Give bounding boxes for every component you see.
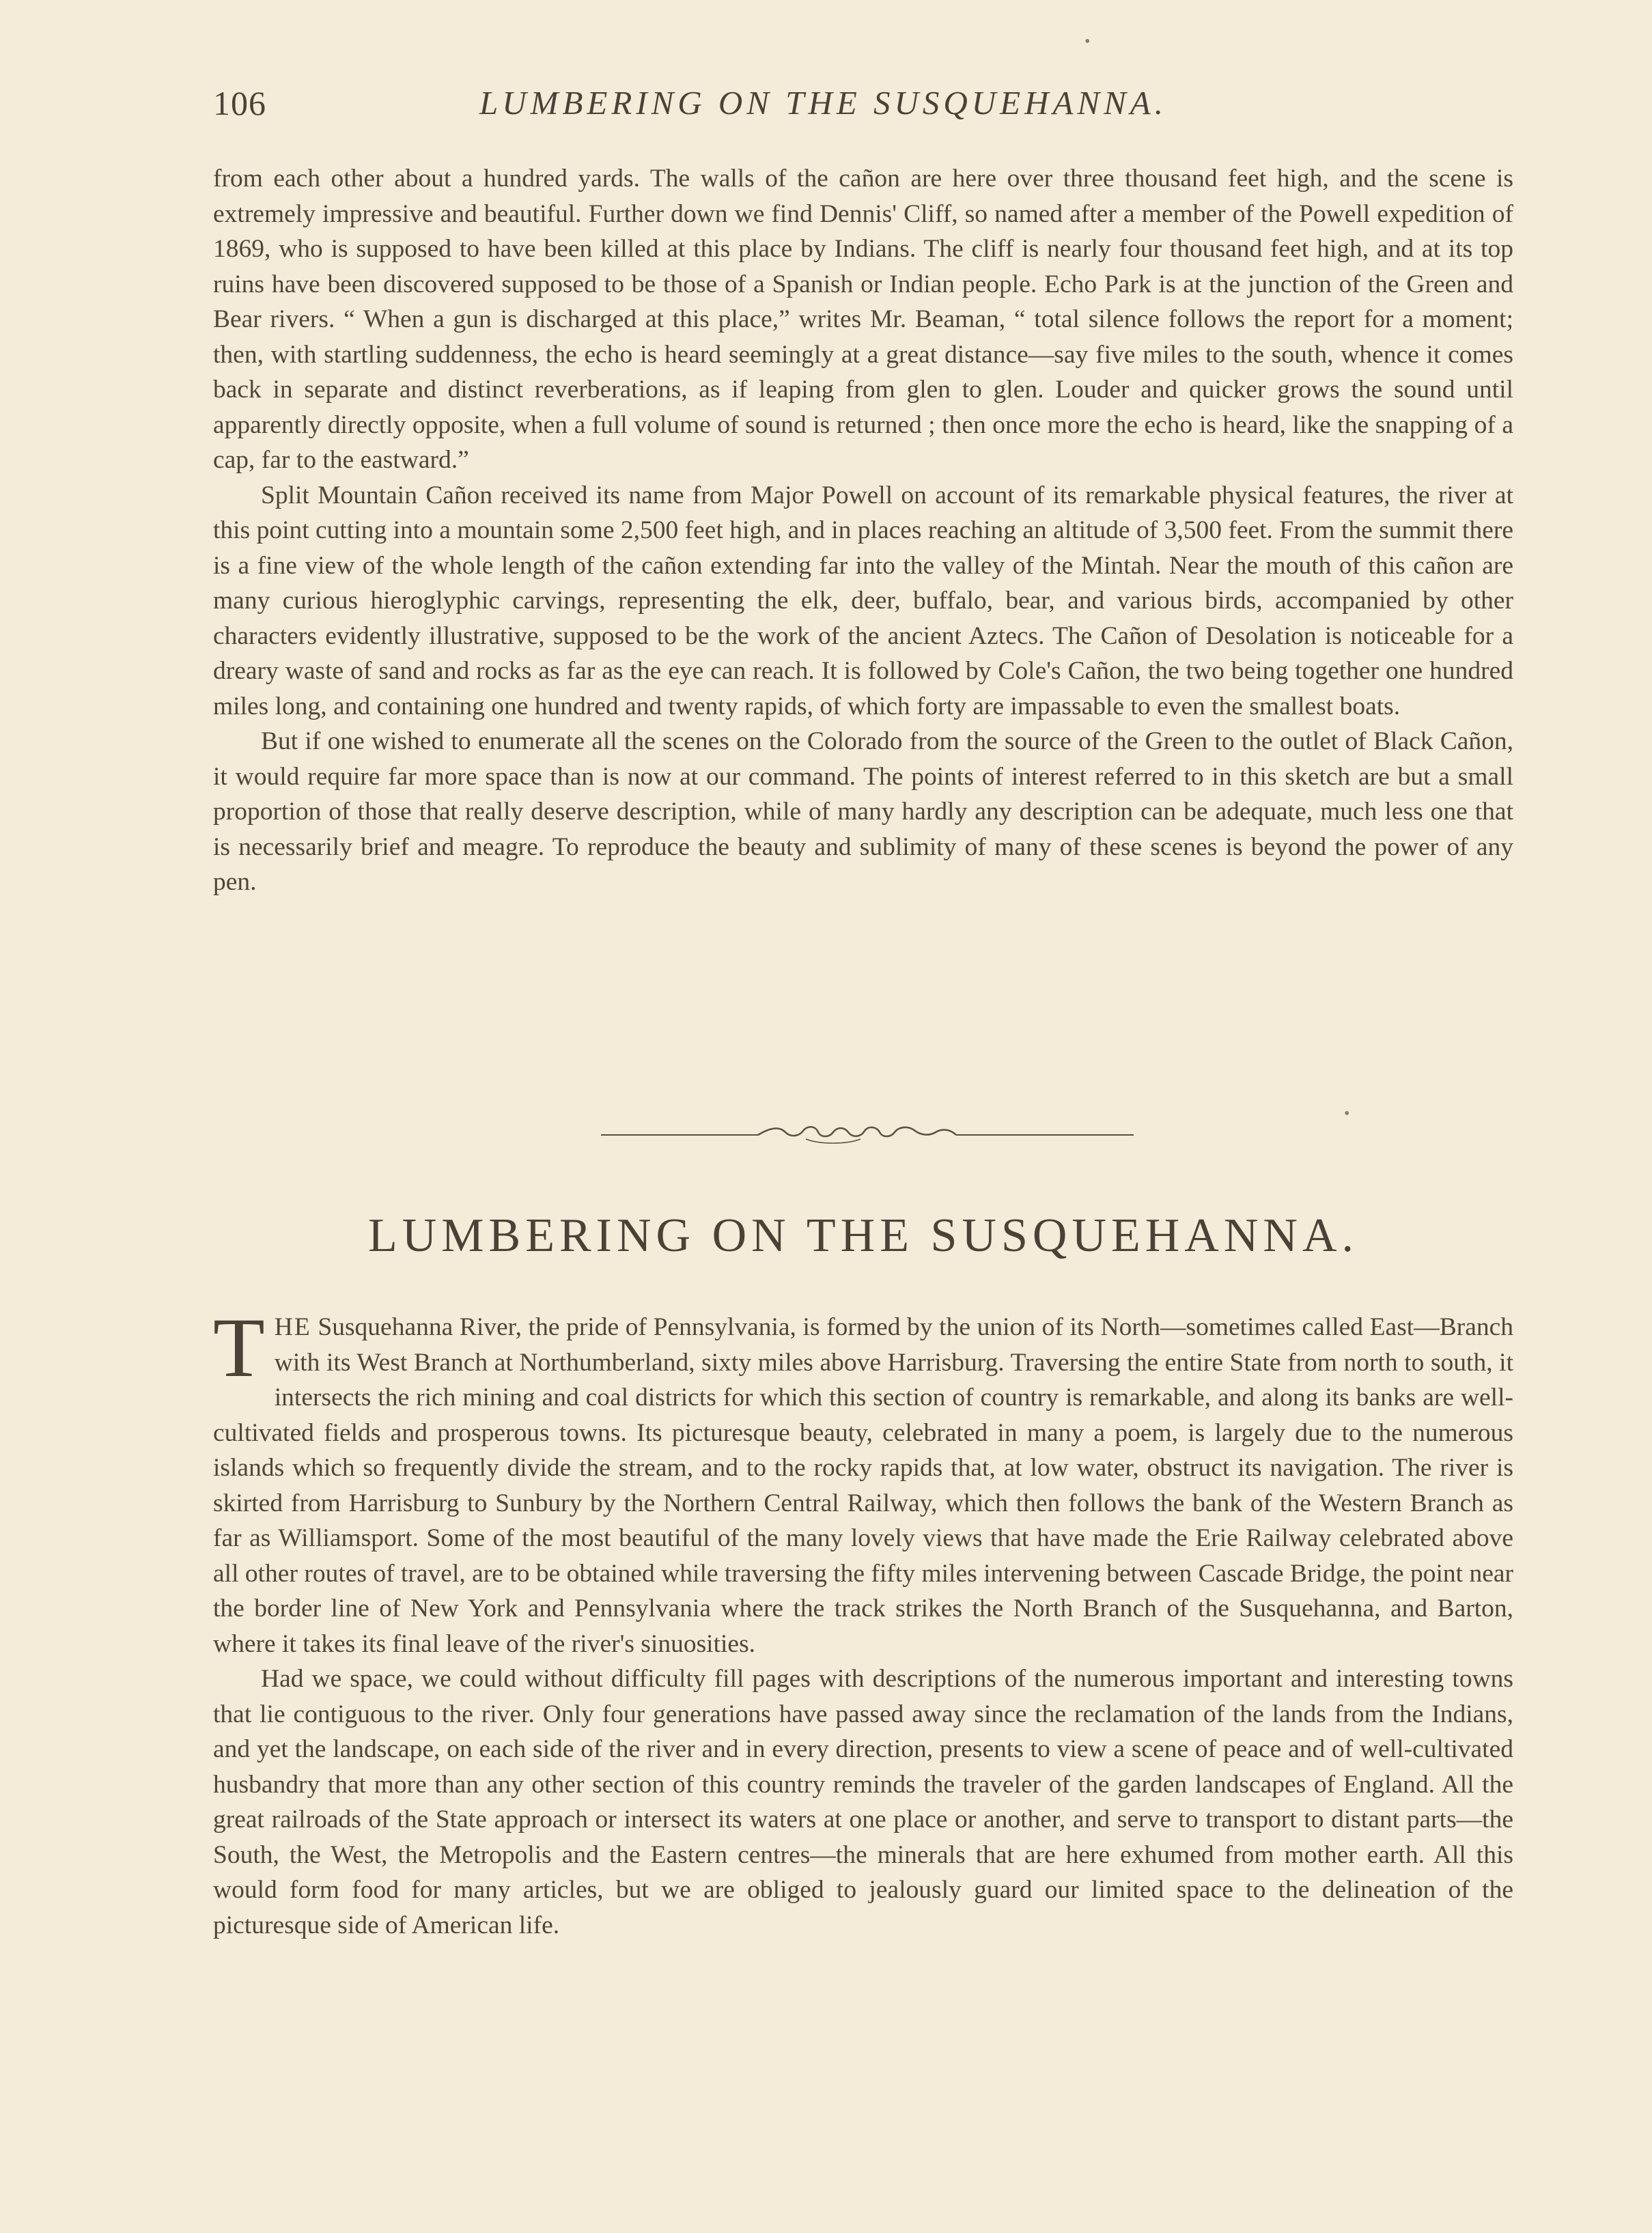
section-heading: LUMBERING ON THE SUSQUEHANNA. <box>367 1209 1359 1262</box>
paragraph-colorado-scenes: But if one wished to enumerate all the scenes on the Colorado from the source of the Green to the outlet of Black Cañon, it would require far more space than is now at our command. The points of interest referred to in this sketch are but a small proportion of those that really deserve description, while of many hardly any description can be adequate, much less one that is necessarily brief and meagre. To reproduce the beauty and sublimity of many of these scenes is beyond the power of any pen. <box>213 727 1513 896</box>
running-head <box>213 83 1278 138</box>
section-one-body <box>213 161 1513 900</box>
page-number: 106 <box>213 84 266 122</box>
decorative-flourish-rule-icon <box>601 1112 1134 1153</box>
paragraph-susquehanna-intro <box>213 1301 1513 1661</box>
print-speck: • <box>1084 33 1091 51</box>
paragraph-continued: from each other about a hundred yards. The walls of the cañon are here over three thousand feet high, and the scene is extremely impressive and beautiful. Further down we find Dennis' Cliff, so named after a member of the Powell expedition of 1869, who is supposed to have been killed at this place by Indians. The cliff is nearly four thousand feet high, and at its top ruins have been discovered supposed to be those of a Spanish or Indian people. Echo Park is at the junction of the Green and Bear rivers. “ When a gun is discharged at this place,” writes Mr. Beaman, “ total silence follows the report for a moment; then, with startling suddenness, the echo is heard seemingly at a great distance—say five miles to the south, whence it comes back in separate and distinct reverberations, as if leaping from glen to glen. Louder and quicker grows the sound until apparently directly opposite, when a full volume of sound is returned ; then once more the echo is heard, like the snapping of a cap, far to the eastward.” <box>213 165 1513 474</box>
drop-cap: T <box>213 1301 265 1394</box>
running-title: LUMBERING ON THE SUSQUEHANNA. <box>479 84 1167 122</box>
paragraph-susquehanna-intro-text: Susquehanna River, the pride of Pennsylvania, is formed by the union of its North—sometimes called East—Branch with its West Branch at Northumberland, sixty miles above Harrisburg. Traversing the entire State from north to south, it intersects the rich mining and coal districts for which this section of country is remarkable, and along its banks are well-cultivated fields and prosperous towns. Its picturesque beauty, celebrated in many a poem, is largely due to the numerous islands which so frequently divide the stream, and to the rocky rapids that, at low water, obstruct its navigation. The river is skirted from Harrisburg to Sunbury by the Northern Central Railway, which then follows the bank of the Western Branch as far as Williamsport. Some of the most beautiful of the many lovely views that have made the Erie Railway celebrated above all other routes of travel, are to be obtained while traversing the fifty miles intervening between Cascade Bridge, the point near the border line of New York and Pennsylvania where the track strikes the North Branch of the Susquehanna, and Barton, where it takes its final leave of the river's sinuosities. <box>213 1313 1513 1658</box>
section-two-body <box>213 1301 1513 1943</box>
first-word-rest: HE <box>274 1313 311 1341</box>
paragraph-towns: Had we space, we could without difficulty fill pages with descriptions of the numerous important and interesting towns that lie contiguous to the river. Only four generations have passed away since the reclamation of the lands from the Indians, and yet the landscape, on each side of the river and in every direction, presents to view a scene of peace and of well-cultivated husbandry that more than any other section of this country reminds the traveler of the garden landscapes of England. All the great railroads of the State approach or intersect its waters at one place or another, and serve to transport to distant parts—the South, the West, the Metropolis and the Eastern centres—the minerals that are here exhumed from mother earth. All this would form food for many articles, but we are obliged to jealously guard our limited space to the delineation of the picturesque side of American life. <box>213 1665 1513 1939</box>
print-speck: • <box>1344 1105 1350 1123</box>
paragraph-split-mountain: Split Mountain Cañon received its name from Major Powell on account of its remarkable physical features, the river at this point cutting into a mountain some 2,500 feet high, and in places reaching an altitude of 3,500 feet. From the summit there is a fine view of the whole length of the cañon extending far into the valley of the Mintah. Near the mouth of this cañon are many curious hieroglyphic carvings, representing the elk, deer, buffalo, bear, and various birds, accompanied by other characters evidently illustrative, supposed to be the work of the ancient Aztecs. The Cañon of Desolation is noticeable for a dreary waste of sand and rocks as far as the eye can reach. It is followed by Cole's Cañon, the two being together one hundred miles long, and containing one hundred and twenty rapids, of which forty are impassable to even the smallest boats. <box>213 481 1513 720</box>
